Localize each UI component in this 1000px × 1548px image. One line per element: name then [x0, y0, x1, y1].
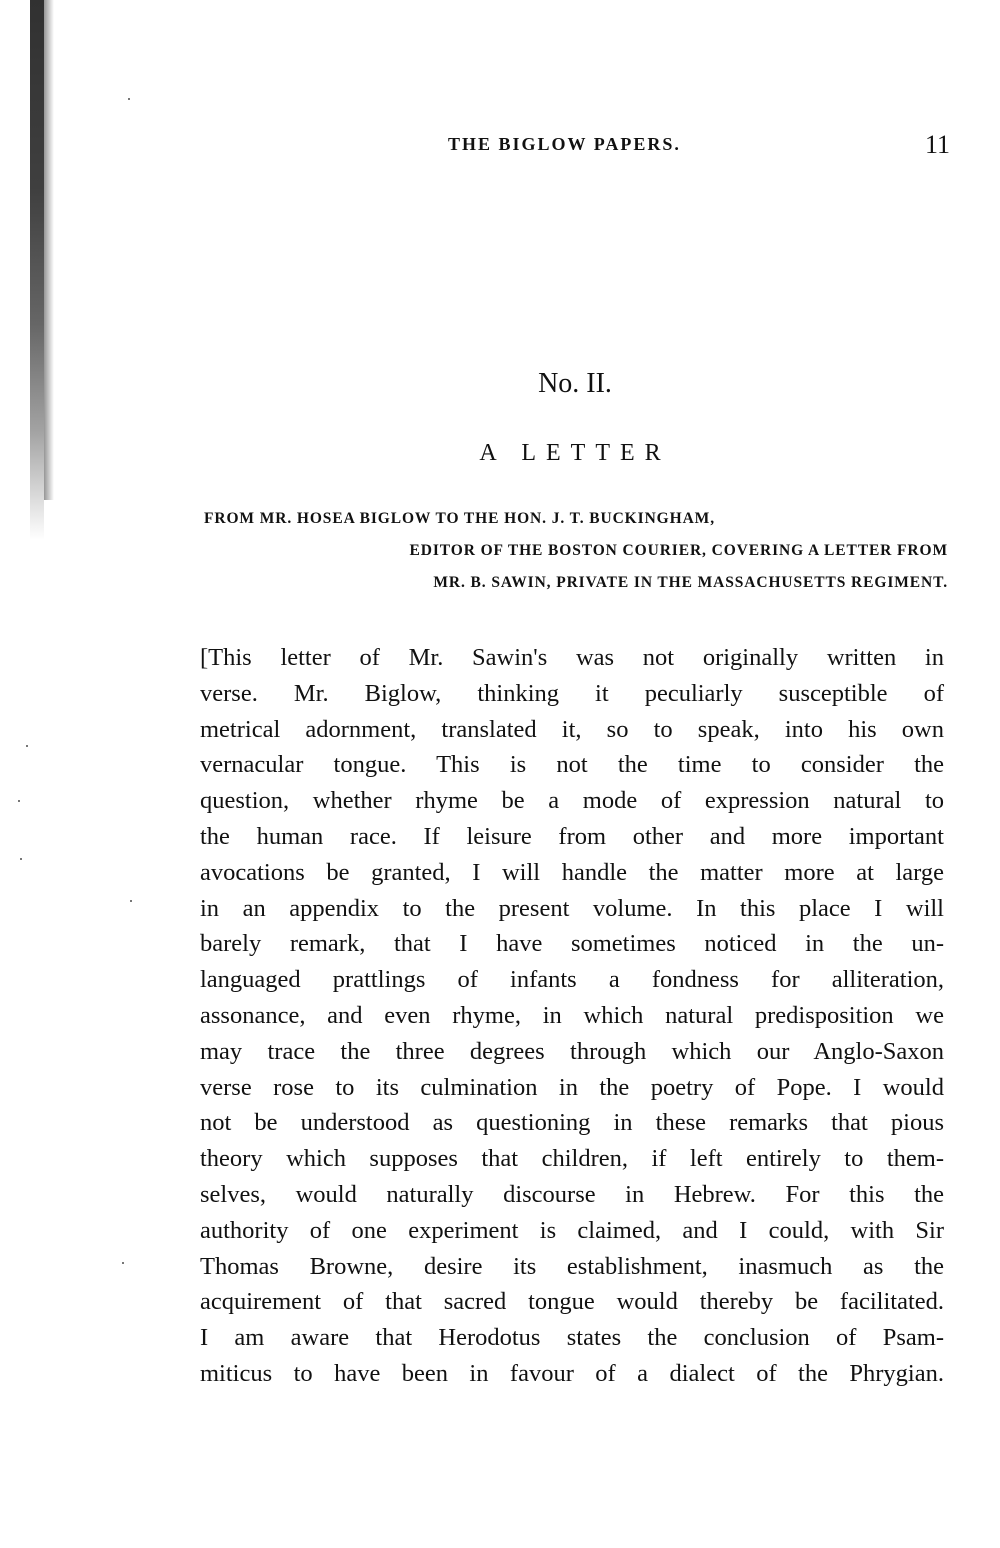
body-line: barely remark, that I have sometimes noticed in the un-: [200, 930, 944, 958]
paper-speck: [26, 745, 28, 747]
body-line: question, whether rhyme be a mode of expression natural to: [200, 787, 944, 815]
page-gutter-shadow-fade: [44, 0, 54, 500]
subtitle-line: EDITOR OF THE BOSTON COURIER, COVERING A LETTER FROM: [409, 542, 948, 559]
body-line: verse. Mr. Biglow, thinking it peculiarly susceptible of: [200, 679, 944, 707]
paper-speck: [20, 858, 22, 860]
body-line: I am aware that Herodotus states the conclusion of Psam-: [200, 1324, 944, 1352]
body-line: assonance, and even rhyme, in which natural predisposition we: [200, 1001, 944, 1029]
body-line: avocations be granted, I will handle the matter more at large: [200, 858, 944, 886]
body-line: in an appendix to the present volume. In this place I will: [200, 894, 944, 922]
body-line: authority of one experiment is claimed, and I could, with Sir: [200, 1216, 944, 1244]
subtitle-line: MR. B. SAWIN, PRIVATE IN THE MASSACHUSETTS REGIMENT.: [433, 574, 948, 591]
body-line: acquirement of that sacred tongue would thereby be facilitated.: [200, 1288, 944, 1316]
paper-speck: [128, 98, 130, 100]
body-line: metrical adornment, translated it, so to speak, into his own: [200, 715, 944, 743]
paper-speck: [122, 1262, 124, 1264]
letter-subtitle: [200, 510, 948, 606]
body-line: not be understood as questioning in these remarks that pious: [200, 1109, 944, 1137]
body-line: [This letter of Mr. Sawin's was not originally written in: [200, 644, 944, 671]
letter-number-heading: No. II.: [538, 368, 612, 399]
body-line: verse rose to its culmination in the poetry of Pope. I would: [200, 1073, 944, 1101]
body-line: selves, would naturally discourse in Hebrew. For this the: [200, 1180, 944, 1208]
body-line: the human race. If leisure from other and more important: [200, 822, 944, 850]
paper-speck: [18, 800, 20, 802]
subtitle-line: FROM MR. HOSEA BIGLOW TO THE HON. J. T. BUCKINGHAM,: [204, 510, 715, 527]
page-gutter-shadow: [30, 0, 44, 540]
body-line: languaged prattlings of infants a fondness for alliteration,: [200, 966, 944, 994]
running-head: [200, 130, 950, 160]
running-title: THE BIGLOW PAPERS.: [448, 134, 681, 154]
body-line: may trace the three degrees through which our Anglo-Saxon: [200, 1037, 944, 1065]
body-line: Thomas Browne, desire its establishment, inasmuch as the: [200, 1252, 944, 1280]
page-number: 11: [924, 130, 950, 159]
body-line: vernacular tongue. This is not the time to consider the: [200, 751, 944, 779]
body-paragraph: [200, 640, 944, 1392]
paper-speck: [130, 900, 132, 902]
letter-title-heading: A LETTER: [479, 440, 671, 466]
body-line: miticus to have been in favour of a dialect of the Phrygian.: [200, 1359, 944, 1387]
body-line: theory which supposes that children, if left entirely to them-: [200, 1145, 944, 1173]
